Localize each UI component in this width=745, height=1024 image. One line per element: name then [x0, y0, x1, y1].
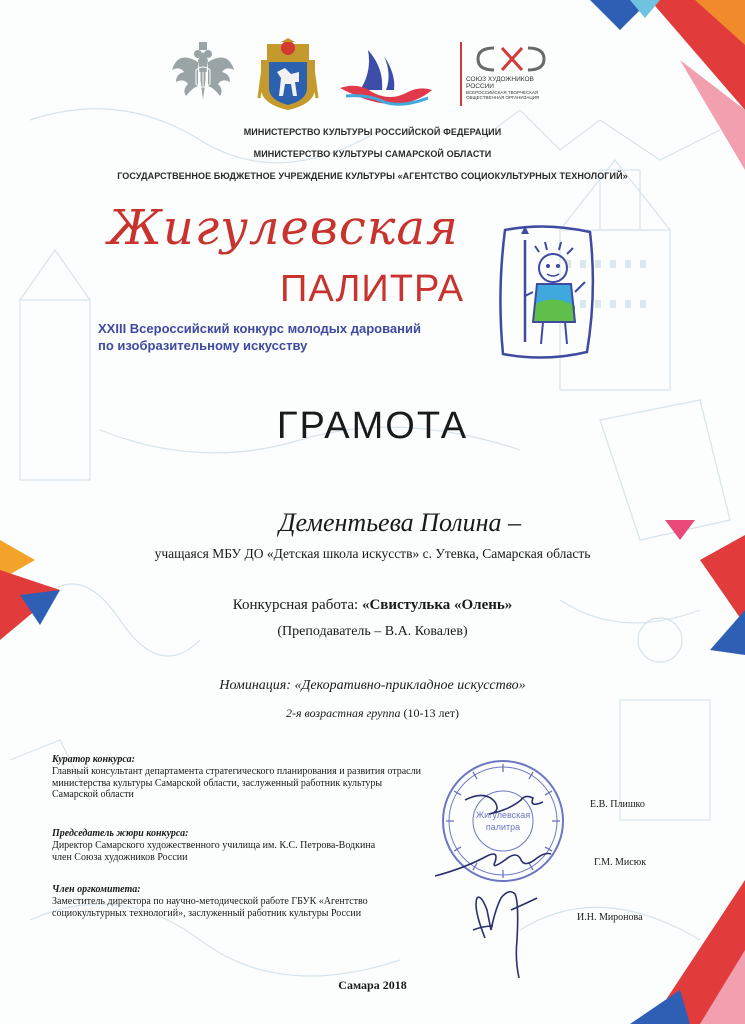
jury-chair-role: Председатель жюри конкурса:: [52, 828, 189, 839]
logos-row: [160, 40, 560, 112]
signature-jury-chair: [435, 854, 551, 877]
signature-curator: [465, 795, 543, 814]
jury-chair-desc-line-2: член Союза художников России: [52, 851, 188, 863]
age-group-range: (10-13 лет): [403, 706, 460, 720]
samara-coat-of-arms-icon: [255, 38, 321, 110]
work-line: [0, 597, 745, 614]
curator-desc-line-2: министерства культуры Самарской области, заслуженный работник культуры: [52, 777, 383, 789]
artists-union-logo: [460, 42, 560, 112]
nomination-line: [0, 678, 745, 694]
curator-description: [52, 766, 421, 801]
committee-desc-line-2: социокультурных технологий», заслуженный работник культуры России: [52, 907, 362, 919]
artists-union-emblem-icon: [472, 44, 552, 74]
age-group-line: [0, 706, 745, 721]
nomination-value: «Декоративно-прикладное искусство»: [294, 678, 526, 693]
union-name-line-2: РОССИИ: [466, 83, 494, 90]
contest-subtitle-line-2: по изобразительному искусству: [98, 338, 308, 353]
curator-role: Куратор конкурса:: [52, 754, 135, 765]
committee-member-description: [52, 896, 368, 919]
city-year: Самара 2018: [338, 978, 407, 992]
bottom-right-decoration: [590, 880, 745, 1024]
ministry-line-1: МИНИСТЕРСТВО КУЛЬТУРЫ РОССИЙСКОЙ ФЕДЕРАЦИИ: [243, 127, 502, 137]
stamp-text-2: палитра: [485, 822, 521, 832]
recipient-school: учащаяся МБУ ДО «Детская школа искусств» с. Утевка, Самарская область: [154, 546, 591, 561]
diploma-title: ГРАМОТА: [276, 405, 469, 447]
jury-chair-desc-line-1: Директор Самарского художественного училища им. К.С. Петрова-Водкина: [52, 840, 376, 851]
work-title: «Свистулька «Олень»: [361, 597, 513, 613]
union-name-line-1: СОЮЗ ХУДОЖНИКОВ: [466, 76, 534, 83]
curator-desc-line-1: Главный консультант департамента стратегического планирования и развития отрасли: [52, 766, 421, 777]
contest-subtitle: [98, 320, 498, 354]
contest-title-script: Жигулевская: [108, 200, 459, 256]
contest-title-palitra: ПАЛИТРА: [280, 268, 465, 310]
jury-chair-name: Г.М. Мисюк: [594, 857, 647, 868]
committee-desc-line-1: Заместитель директора по научно-методической работе ГБУК «Агентство: [52, 896, 368, 907]
work-label: Конкурсная работа:: [232, 597, 359, 613]
stamp-text-1: Жигулевская: [475, 810, 531, 820]
committee-member-name: И.Н. Миронова: [577, 912, 643, 923]
handwritten-signatures: [425, 790, 565, 980]
regional-agency-logo-icon: [338, 46, 433, 106]
recipient-name: Дементьева Полина –: [278, 508, 522, 537]
nomination-label: Номинация:: [219, 678, 291, 693]
union-name-line-4: ОБЩЕСТВЕННАЯ ОРГАНИЗАЦИЯ: [466, 95, 540, 100]
top-right-decoration: [530, 0, 745, 170]
teacher-line: (Преподаватель – В.А. Ковалев): [277, 624, 468, 639]
contest-subtitle-line-1: XXIII Всероссийский конкурс молодых дарований: [98, 321, 421, 336]
ministry-line-2: МИНИСТЕРСТВО КУЛЬТУРЫ САМАРСКОЙ ОБЛАСТИ: [253, 149, 492, 159]
curator-name: Е.В. Плишко: [590, 799, 645, 810]
ministry-line-3: ГОСУДАРСТВЕННОЕ БЮДЖЕТНОЕ УЧРЕЖДЕНИЕ КУЛЬТУРЫ «АГЕНТСТВО СОЦИОКУЛЬТУРНЫХ ТЕХНОЛОГИЙ»: [117, 171, 628, 181]
curator-desc-line-3: Самарской области: [52, 789, 134, 800]
union-name-line-3: ВСЕРОССИЙСКАЯ ТВОРЧЕСКАЯ: [466, 90, 539, 95]
ministry-eagle-icon: [168, 40, 238, 110]
committee-member-role: Член оргкомитета:: [52, 884, 141, 895]
jury-chair-description: [52, 840, 375, 863]
age-group-label: 2-я возрастная группа: [285, 706, 401, 720]
signature-committee-member: [473, 892, 537, 978]
contest-mascot-icon: [495, 222, 600, 362]
